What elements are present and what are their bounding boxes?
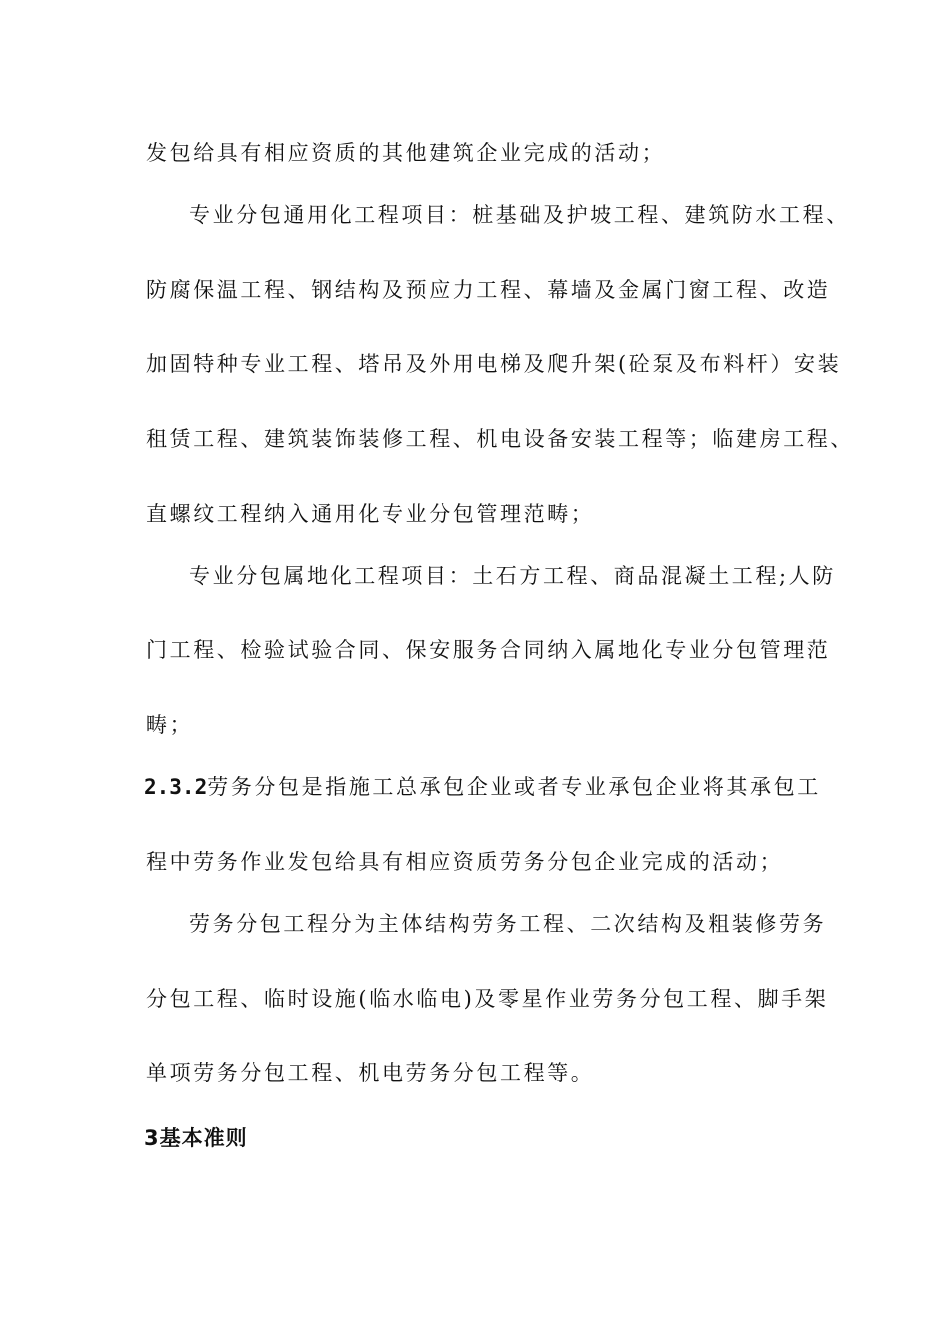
paragraph-line-6: 直螺纹工程纳入通用化专业分包管理范畴； — [146, 502, 595, 526]
paragraph-line-11: 程中劳务作业发包给具有相应资质劳务分包企业完成的活动； — [146, 850, 784, 874]
paragraph-line-7: 专业分包属地化工程项目：土石方工程、商品混凝土工程;人防 — [189, 564, 836, 588]
section-2-3-2-line — [144, 773, 821, 801]
heading-number: 3 — [144, 1126, 160, 1150]
paragraph-line-1: 发包给具有相应资质的其他建筑企业完成的活动； — [146, 141, 666, 165]
section-heading — [144, 1124, 248, 1152]
heading-text: 基本准则 — [159, 1126, 248, 1150]
section-text: 劳务分包是指施工总承包企业或者专业承包企业将其承包工 — [207, 775, 821, 799]
paragraph-line-14: 单项劳务分包工程、机电劳务分包工程等。 — [146, 1061, 595, 1085]
paragraph-line-3: 防腐保温工程、钢结构及预应力工程、幕墙及金属门窗工程、改造 — [146, 278, 831, 302]
section-number: 2.3.2 — [144, 775, 208, 799]
paragraph-line-13: 分包工程、临时设施(临水临电)及零星作业劳务分包工程、脚手架 — [146, 987, 829, 1011]
paragraph-line-2: 专业分包通用化工程项目：桩基础及护坡工程、建筑防水工程、 — [189, 203, 850, 227]
paragraph-line-9: 畴； — [146, 713, 194, 737]
paragraph-line-8: 门工程、检验试验合同、保安服务合同纳入属地化专业分包管理范 — [146, 638, 831, 662]
paragraph-line-4: 加固特种专业工程、塔吊及外用电梯及爬升架(砼泵及布料杆）安装 — [146, 352, 842, 376]
paragraph-line-5: 租赁工程、建筑装饰装修工程、机电设备安装工程等；临建房工程、 — [146, 427, 854, 451]
paragraph-line-12: 劳务分包工程分为主体结构劳务工程、二次结构及粗装修劳务 — [189, 912, 827, 936]
